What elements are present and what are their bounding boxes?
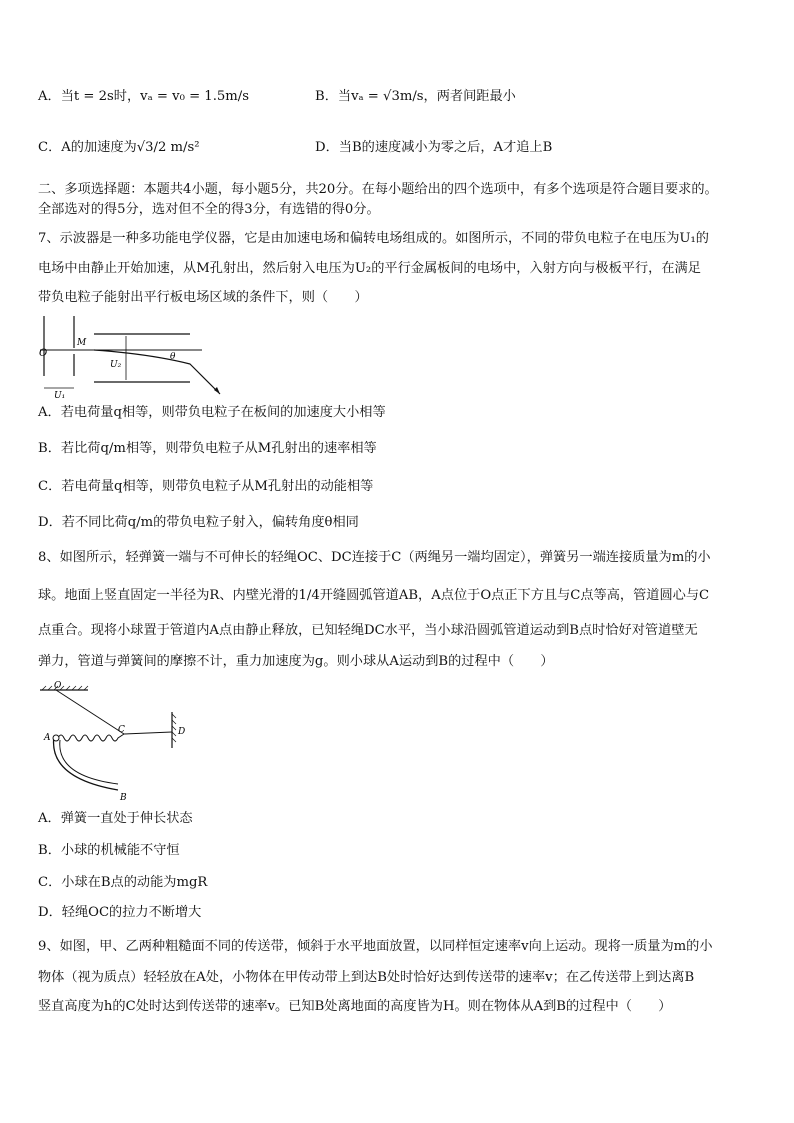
q7-option-c: C．若电荷量q相等，则带负电粒子从M孔射出的动能相等	[38, 479, 374, 494]
q8-fig-label-c: C	[118, 725, 125, 735]
q7-stem-line-1: 7、示波器是一种多功能电学仪器，它是由加速电场和偏转电场组成的。如图所示，不同的带负电粒子在电压为U₁的	[38, 231, 709, 246]
q8-fig-label-d: D	[178, 727, 186, 737]
q6-option-a: A．当t = 2s时，vₐ = v₀ = 1.5m/s	[38, 89, 249, 104]
q8-fig-label-b: B	[120, 793, 127, 803]
q7-oscilloscope-figure	[30, 312, 230, 402]
q8-stem-line-4: 弹力，管道与弹簧间的摩擦不计，重力加速度为g。则小球从A运动到B的过程中（ ）	[38, 654, 554, 669]
q7-stem-line-2: 电场中由静止开始加速，从M孔射出，然后射入电压为U₂的平行金属板间的电场中，入射方向与极板平行，在满足	[38, 261, 701, 276]
q8-option-d: D．轻绳OC的拉力不断增大	[38, 905, 202, 920]
section-2-heading-line-2: 全部选对的得5分，选对但不全的得3分，有选错的得0分。	[38, 202, 380, 217]
q7-fig-label-m: M	[77, 338, 87, 348]
q7-fig-label-u1: U₁	[54, 391, 66, 401]
q7-option-b: B．若比荷q/m相等，则带负电粒子从M孔射出的速率相等	[38, 441, 377, 456]
q6-option-d: D．当B的速度减小为零之后，A才追上B	[315, 140, 553, 155]
q7-option-d: D．若不同比荷q/m的带负电粒子射入，偏转角度θ相同	[38, 515, 359, 530]
q7-fig-label-theta: θ	[170, 352, 176, 362]
q8-fig-label-a: A	[44, 733, 51, 743]
q7-fig-label-u2: U₂	[110, 360, 122, 370]
section-2-heading-line-1: 二、多项选择题：本题共4小题，每小题5分，共20分。在每小题给出的四个选项中，有多个选项是符合题目要求的。	[38, 182, 718, 197]
q9-stem-line-1: 9、如图，甲、乙两种粗糙面不同的传送带，倾斜于水平地面放置，以同样恒定速率v向上运动。现将一质量为m的小	[38, 939, 713, 954]
q7-fig-label-o: O	[39, 348, 48, 359]
q8-option-a: A．弹簧一直处于伸长状态	[38, 811, 193, 826]
q8-stem-line-3: 点重合。现将小球置于管道内A点由静止释放，已知轻绳DC水平，当小球沿圆弧管道运动到B点时恰好对管道壁无	[38, 623, 698, 638]
q8-stem-line-1: 8、如图所示，轻弹簧一端与不可伸长的轻绳OC、DC连接于C（两绳另一端均固定），弹簧另一端连接质量为m的小	[38, 550, 711, 565]
q6-option-c: C．A的加速度为√3/2 m/s²	[38, 140, 200, 155]
q8-option-c: C．小球在B点的动能为mgR	[38, 875, 208, 890]
q8-option-b: B．小球的机械能不守恒	[38, 843, 180, 858]
q7-option-a: A．若电荷量q相等，则带负电粒子在板间的加速度大小相等	[38, 405, 386, 420]
q9-stem-line-3: 竖直高度为h的C处时达到传送带的速率v。已知B处离地面的高度皆为H。则在物体从A到B的过程中（ ）	[38, 999, 672, 1014]
q9-stem-line-2: 物体（视为质点）轻轻放在A处，小物体在甲传动带上到达B处时恰好达到传送带的速率v；在乙传送带上到达离B	[38, 970, 695, 985]
q6-option-b: B．当vₐ = √3m/s，两者间距最小	[315, 89, 516, 104]
q8-spring-tube-figure	[34, 678, 204, 804]
q8-fig-label-o: O	[54, 681, 62, 691]
q8-stem-line-2: 球。地面上竖直固定一半径为R、内壁光滑的1/4开缝圆弧管道AB，A点位于O点正下方且与C点等高，管道圆心与C	[38, 588, 710, 603]
q7-stem-line-3: 带负电粒子能射出平行板电场区域的条件下，则（ ）	[38, 290, 368, 305]
